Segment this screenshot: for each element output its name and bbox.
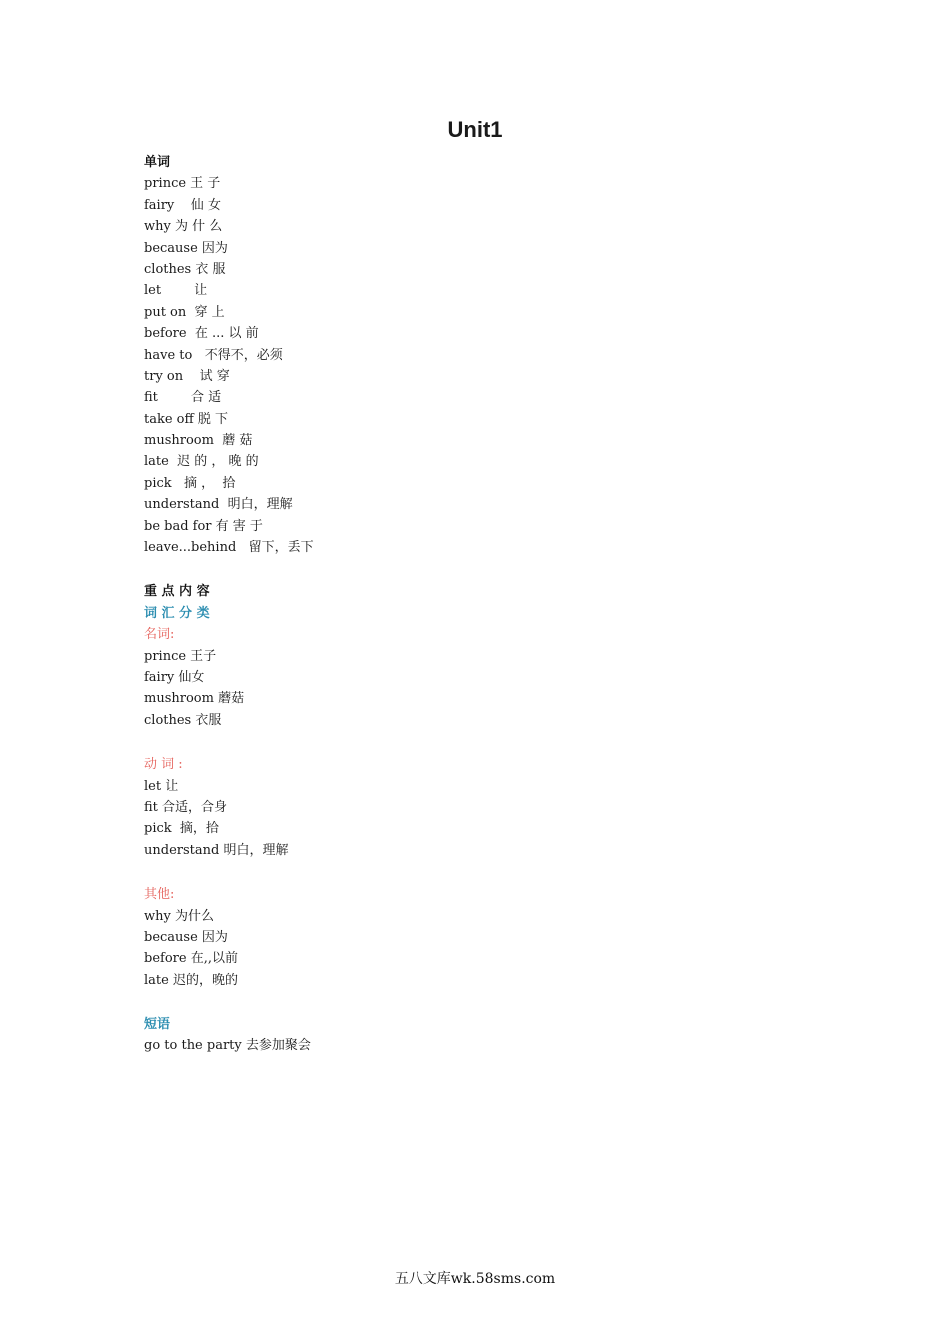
vocab-item: be bad for 有 害 于 [144,518,263,534]
verb-item: fit 合适，合身 [144,799,228,815]
noun-item: fairy 仙女 [144,669,205,685]
vocab-item: before 在 ... 以 前 [144,326,259,342]
noun-item: clothes 衣服 [144,712,222,728]
verb-item: understand 明白，理解 [144,842,289,858]
vocab-item: have to 不得不，必须 [144,347,283,363]
vocab-item: try on 试 穿 [144,368,230,384]
others-label: 其他: [144,887,175,903]
section-spacer [144,991,844,1014]
verb-item: pick 摘，拾 [144,821,219,837]
verb-item: let 让 [144,778,179,794]
classification-heading: 词 汇 分 类 [144,605,210,621]
vocab-item: late 迟 的 ， 晚 的 [144,454,259,470]
vocab-item: put on 穿 上 [144,304,225,320]
key-content-heading: 重 点 内 容 [144,584,210,600]
vocab-item: leave...behind 留下，丢下 [144,540,314,556]
vocab-item: fit 合 适 [144,390,222,406]
section-spacer [144,861,844,884]
other-item: late 迟的，晚的 [144,972,238,988]
noun-item: mushroom 蘑菇 [144,691,245,707]
vocab-item: understand 明白，理解 [144,497,293,513]
footer-watermark: 五八文库wk.58sms.com [394,1271,556,1287]
vocab-item: mushroom 蘑 菇 [144,433,253,449]
phrase-item: go to the party 去参加聚会 [144,1038,311,1054]
vocab-item: fairy 仙 女 [144,197,221,213]
page-title: Unit1 [447,117,503,142]
document-body [144,152,844,1057]
vocab-item: why 为 什 么 [144,219,223,235]
other-item: why 为什么 [144,908,214,924]
vocab-item: take off 脱 下 [144,411,229,427]
verbs-label: 动 词 : [144,757,183,773]
vocab-item: because 因为 [144,240,228,256]
phrases-heading: 短语 [144,1017,171,1033]
vocab-item: let 让 [144,283,208,299]
vocab-item: pick 摘 ， 拾 [144,475,236,491]
vocab-item: clothes 衣 服 [144,261,226,277]
nouns-label: 名词: [144,627,175,643]
section-spacer [144,558,844,581]
section-spacer [144,731,844,754]
other-item: because 因为 [144,929,228,945]
other-item: before 在,,以前 [144,951,238,967]
vocab-item: prince 王 子 [144,176,221,192]
noun-item: prince 王子 [144,648,217,664]
vocab-heading: 单词 [144,155,171,170]
